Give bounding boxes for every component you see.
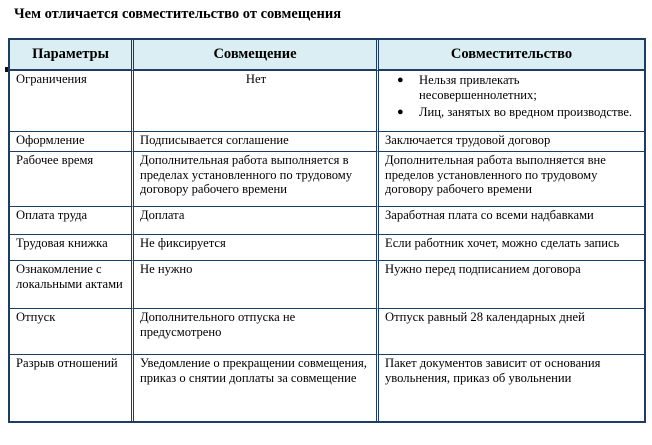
table-header-row	[10, 40, 644, 71]
part-time-cell	[376, 71, 644, 132]
part-time-cell: Дополнительная работа выполняется вне пределов установленного по трудовому договору рабочего времени	[376, 152, 644, 207]
part-time-cell: Заработная плата со всеми надбавками	[376, 207, 644, 235]
restrictions-list	[385, 73, 640, 120]
part-time-cell: Заключается трудовой договор	[376, 132, 644, 152]
comparison-table	[8, 38, 646, 423]
table-row	[10, 152, 644, 207]
list-item: ● Лиц, занятых во вредном производстве.	[397, 105, 633, 120]
combination-cell: Подписывается соглашение	[131, 132, 376, 152]
combination-cell: Доплата	[131, 207, 376, 235]
part-time-cell: Отпуск равный 28 календарных дней	[376, 309, 644, 355]
combination-cell: Дополнительного отпуска не предусмотрено	[131, 309, 376, 355]
param-cell: Отпуск	[10, 309, 131, 355]
part-time-cell: Пакет документов зависит от основания увольнения, приказ об увольнении	[376, 355, 644, 421]
part-time-cell: Нужно перед подписанием договора	[376, 261, 644, 309]
table-row	[10, 207, 644, 235]
param-cell: Ограничения	[10, 71, 131, 132]
combination-cell: Дополнительная работа выполняется в пределах установленного по трудовому договору рабочего времени	[131, 152, 376, 207]
param-cell: Оформление	[10, 132, 131, 152]
param-cell: Трудовая книжка	[10, 235, 131, 261]
param-cell: Разрыв отношений	[16, 356, 118, 370]
table-row	[10, 309, 644, 355]
table-row	[10, 132, 644, 152]
combination-cell: Не нужно	[131, 261, 376, 309]
header-parameters: Параметры	[10, 40, 131, 71]
param-cell: Рабочее время	[10, 152, 131, 207]
table-row	[10, 71, 644, 132]
param-cell: Ознакомление с локальными актами	[10, 261, 131, 309]
header-part-time: Совместительство	[376, 40, 644, 71]
list-item: ● Нельзя привлекать несовершеннолетних;	[397, 73, 537, 102]
table-row	[10, 355, 644, 421]
combination-cell: Уведомление о прекращении совмещения, приказ о снятии доплаты за совмещение	[131, 355, 376, 421]
page-title: Чем отличается совместительство от совмещения	[14, 6, 342, 22]
table-row	[10, 261, 644, 309]
param-cell: Оплата труда	[10, 207, 131, 235]
combination-cell: Не фиксируется	[131, 235, 376, 261]
bullet-icon: ●	[397, 74, 404, 86]
table-row	[10, 235, 644, 261]
bullet-icon: ●	[397, 106, 404, 119]
header-combination: Совмещение	[131, 40, 376, 71]
combination-cell: Нет	[131, 71, 376, 132]
part-time-cell: Если работник хочет, можно сделать запись	[376, 235, 644, 261]
